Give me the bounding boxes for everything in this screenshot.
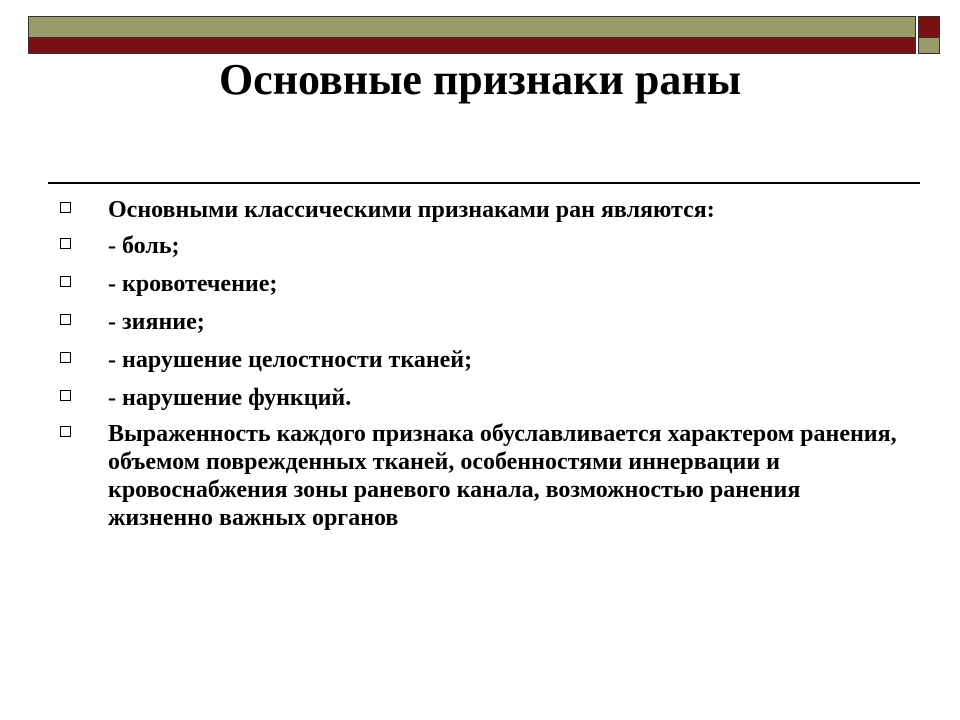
bullet-text: - зияние; xyxy=(108,309,205,335)
bullet-item xyxy=(60,196,900,224)
hollow-square-icon xyxy=(60,276,71,287)
hollow-square-icon xyxy=(60,426,71,437)
bullet-text: Основными классическими признаками ран являются: xyxy=(108,197,715,223)
bullet-item xyxy=(60,308,900,336)
hollow-square-icon xyxy=(60,352,71,363)
bullet-text: - нарушение функций. xyxy=(108,385,352,411)
slide-title: Основные признаки раны xyxy=(218,55,742,104)
title-divider xyxy=(48,182,920,184)
bullet-text: Выраженность каждого признака обуславливается характером ранения, объемом поврежденных тканей, особенностями иннервации и кровоснабжения зоны раневого канала, возможностью ранения жизненно важных органов xyxy=(108,421,897,531)
hollow-square-icon xyxy=(60,202,71,213)
header-bar-maroon xyxy=(28,38,916,54)
bullet-text: - нарушение целостности тканей; xyxy=(108,347,473,373)
hollow-square-icon xyxy=(60,314,71,325)
bullet-item xyxy=(60,270,900,298)
bullet-list xyxy=(60,196,900,542)
bullet-text: - кровотечение; xyxy=(108,271,278,297)
bullet-item xyxy=(60,384,900,412)
hollow-square-icon xyxy=(60,390,71,401)
bullet-item xyxy=(60,420,900,532)
bullet-text: - боль; xyxy=(108,233,180,259)
corner-square-maroon xyxy=(918,16,940,38)
bullet-item xyxy=(60,232,900,260)
header-bar-olive xyxy=(28,16,916,38)
corner-square-olive xyxy=(918,38,940,54)
hollow-square-icon xyxy=(60,238,71,249)
bullet-item xyxy=(60,346,900,374)
